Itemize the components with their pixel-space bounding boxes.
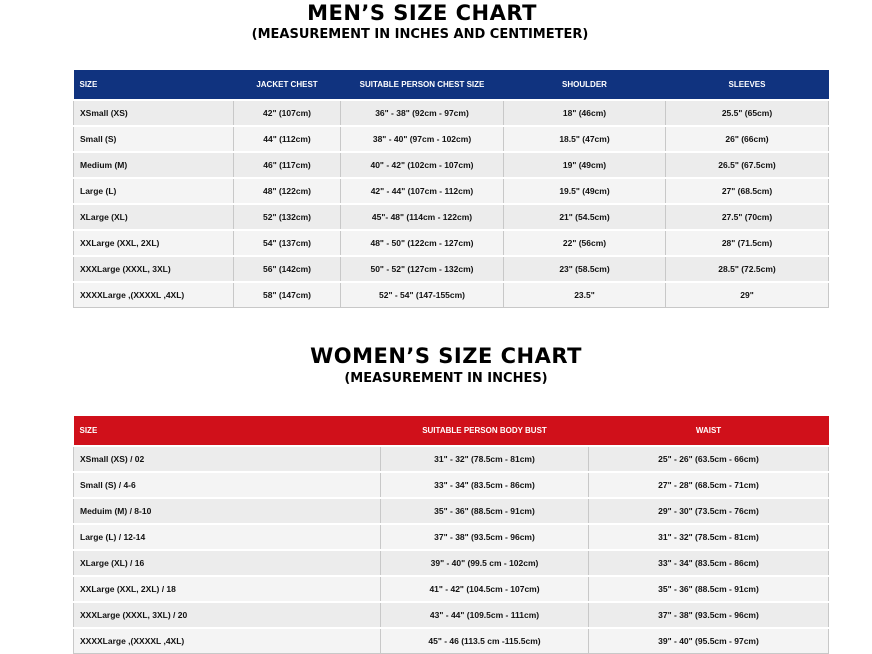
women-chart-title: WOMEN’S SIZE CHART	[310, 344, 582, 368]
measurement-cell: 26" (66cm)	[666, 126, 829, 152]
women-header-cell: WAIST	[695, 426, 722, 435]
women-size-table	[73, 416, 829, 654]
table-row	[74, 446, 829, 472]
table-row	[74, 472, 829, 498]
measurement-cell: 43" - 44" (109.5cm - 111cm)	[381, 602, 589, 628]
men-header-cell: SIZE	[79, 80, 98, 89]
women-chart-subtitle: (MEASUREMENT IN INCHES)	[344, 371, 548, 386]
measurement-cell: 33" - 34" (83.5cm - 86cm)	[589, 550, 829, 576]
measurement-cell: 46" (117cm)	[234, 152, 341, 178]
size-cell: XLarge (XL)	[74, 204, 234, 230]
measurement-cell: 37" - 38" (93.5cm - 96cm)	[589, 602, 829, 628]
table-row	[74, 602, 829, 628]
size-cell: XXXLarge (XXXL, 3XL) / 20	[74, 602, 381, 628]
size-cell: XXLarge (XXL, 2XL) / 18	[74, 576, 381, 602]
size-cell: XLarge (XL) / 16	[74, 550, 381, 576]
measurement-cell: 19.5" (49cm)	[504, 178, 666, 204]
measurement-cell: 52" - 54" (147-155cm)	[341, 282, 504, 308]
table-row	[74, 628, 829, 654]
size-cell: Small (S)	[74, 126, 234, 152]
measurement-cell: 29"	[666, 282, 829, 308]
measurement-cell: 27" - 28" (68.5cm - 71cm)	[589, 472, 829, 498]
measurement-cell: 23" (58.5cm)	[504, 256, 666, 282]
size-cell: XXLarge (XXL, 2XL)	[74, 230, 234, 256]
men-chart-title: MEN’S SIZE CHART	[307, 1, 537, 25]
table-row	[74, 178, 829, 204]
measurement-cell: 27" (68.5cm)	[666, 178, 829, 204]
women-header-cell: SIZE	[79, 426, 98, 435]
size-cell: Large (L)	[74, 178, 234, 204]
table-row	[74, 282, 829, 308]
size-cell: XXXLarge (XXXL, 3XL)	[74, 256, 234, 282]
men-size-table	[73, 70, 829, 308]
measurement-cell: 52" (132cm)	[234, 204, 341, 230]
men-header-cell: SHOULDER	[562, 80, 607, 89]
measurement-cell: 35" - 36" (88.5cm - 91cm)	[589, 576, 829, 602]
measurement-cell: 58" (147cm)	[234, 282, 341, 308]
size-cell: XXXXLarge ,(XXXXL ,4XL)	[74, 628, 381, 654]
size-cell: Medium (M)	[74, 152, 234, 178]
size-cell: XSmall (XS) / 02	[74, 446, 381, 472]
measurement-cell: 28" (71.5cm)	[666, 230, 829, 256]
size-cell: XXXXLarge ,(XXXXL ,4XL)	[74, 282, 234, 308]
measurement-cell: 27.5" (70cm)	[666, 204, 829, 230]
measurement-cell: 23.5"	[504, 282, 666, 308]
size-cell: Large (L) / 12-14	[74, 524, 381, 550]
men-chart-subtitle: (MEASUREMENT IN INCHES AND CENTIMETER)	[251, 27, 589, 42]
women-header-cell: SUITABLE PERSON BODY BUST	[422, 426, 547, 435]
measurement-cell: 48" (122cm)	[234, 178, 341, 204]
measurement-cell: 21" (54.5cm)	[504, 204, 666, 230]
table-row	[74, 256, 829, 282]
measurement-cell: 44" (112cm)	[234, 126, 341, 152]
measurement-cell: 33" - 34" (83.5cm - 86cm)	[381, 472, 589, 498]
men-header-cell: SUITABLE PERSON CHEST SIZE	[359, 80, 485, 89]
measurement-cell: 26.5" (67.5cm)	[666, 152, 829, 178]
size-cell: XSmall (XS)	[74, 100, 234, 126]
size-cell: Meduim (M) / 8-10	[74, 498, 381, 524]
measurement-cell: 36" - 38" (92cm - 97cm)	[341, 100, 504, 126]
measurement-cell: 37" - 38" (93.5cm - 96cm)	[381, 524, 589, 550]
size-cell: Small (S) / 4-6	[74, 472, 381, 498]
measurement-cell: 39" - 40" (95.5cm - 97cm)	[589, 628, 829, 654]
table-row	[74, 204, 829, 230]
measurement-cell: 35" - 36" (88.5cm - 91cm)	[381, 498, 589, 524]
measurement-cell: 25.5" (65cm)	[666, 100, 829, 126]
measurement-cell: 19" (49cm)	[504, 152, 666, 178]
measurement-cell: 41" - 42" (104.5cm - 107cm)	[381, 576, 589, 602]
measurement-cell: 54" (137cm)	[234, 230, 341, 256]
measurement-cell: 48" - 50" (122cm - 127cm)	[341, 230, 504, 256]
men-header-cell: SLEEVES	[728, 80, 766, 89]
measurement-cell: 45" - 46 (113.5 cm -115.5cm)	[381, 628, 589, 654]
measurement-cell: 39" - 40" (99.5 cm - 102cm)	[381, 550, 589, 576]
measurement-cell: 31" - 32" (78.5cm - 81cm)	[589, 524, 829, 550]
measurement-cell: 18.5" (47cm)	[504, 126, 666, 152]
women-table-body	[74, 446, 829, 654]
measurement-cell: 40" - 42" (102cm - 107cm)	[341, 152, 504, 178]
measurement-cell: 38" - 40" (97cm - 102cm)	[341, 126, 504, 152]
measurement-cell: 18" (46cm)	[504, 100, 666, 126]
table-row	[74, 152, 829, 178]
measurement-cell: 28.5" (72.5cm)	[666, 256, 829, 282]
measurement-cell: 42" - 44" (107cm - 112cm)	[341, 178, 504, 204]
table-row	[74, 100, 829, 126]
table-row	[74, 576, 829, 602]
measurement-cell: 22" (56cm)	[504, 230, 666, 256]
women-header-row	[74, 416, 829, 446]
measurement-cell: 42" (107cm)	[234, 100, 341, 126]
table-row	[74, 550, 829, 576]
measurement-cell: 29" - 30" (73.5cm - 76cm)	[589, 498, 829, 524]
table-row	[74, 498, 829, 524]
table-row	[74, 126, 829, 152]
measurement-cell: 56" (142cm)	[234, 256, 341, 282]
men-header-row	[74, 70, 829, 100]
measurement-cell: 45"- 48" (114cm - 122cm)	[341, 204, 504, 230]
measurement-cell: 50" - 52" (127cm - 132cm)	[341, 256, 504, 282]
men-table-body	[74, 100, 829, 308]
table-row	[74, 524, 829, 550]
men-header-cell: JACKET CHEST	[256, 80, 318, 89]
measurement-cell: 31" - 32" (78.5cm - 81cm)	[381, 446, 589, 472]
measurement-cell: 25" - 26" (63.5cm - 66cm)	[589, 446, 829, 472]
table-row	[74, 230, 829, 256]
